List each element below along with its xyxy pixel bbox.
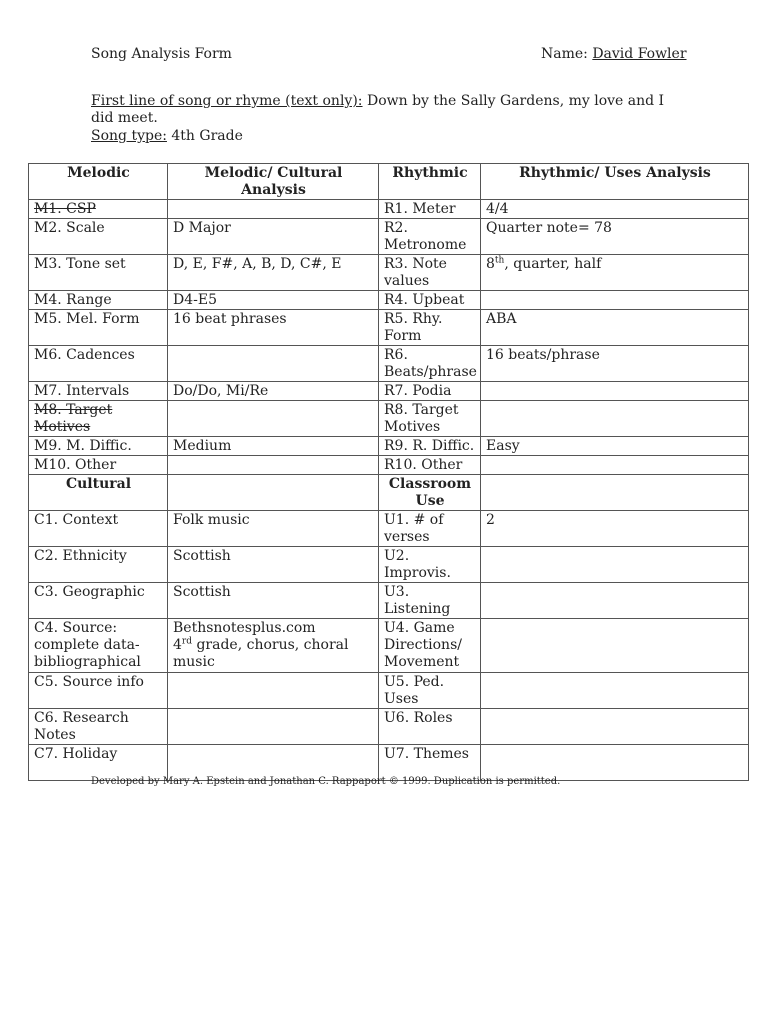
cell-c7-label: C7. Holiday bbox=[29, 745, 168, 781]
cell-r10-label: R10. Other bbox=[379, 456, 481, 475]
c4-grade-line: 4rd grade, chorus, choral music bbox=[173, 636, 349, 670]
cell-m1-value bbox=[168, 200, 379, 219]
cell-u1-value: 2 bbox=[481, 511, 749, 547]
name-field bbox=[541, 46, 687, 62]
cell-u5-value bbox=[481, 673, 749, 709]
song-type-field bbox=[91, 128, 243, 144]
table-row bbox=[29, 346, 749, 382]
cell-r8-label: R8. Target Motives bbox=[379, 401, 481, 437]
cell-c5-label: C5. Source info bbox=[29, 673, 168, 709]
cell-r2-label: R2. Metronome bbox=[379, 219, 481, 255]
cell-c2-value: Scottish bbox=[168, 547, 379, 583]
cell-u3-label: U3. Listening bbox=[379, 583, 481, 619]
table-row bbox=[29, 619, 749, 673]
section-header-empty bbox=[168, 475, 379, 511]
song-type-value: 4th Grade bbox=[166, 128, 243, 144]
header-rhythmic-uses-analysis: Rhythmic/ Uses Analysis bbox=[481, 164, 749, 200]
header-classroom-use: Classroom Use bbox=[379, 475, 481, 511]
song-type-label: Song type: bbox=[91, 128, 167, 144]
first-line-value: Down by the Sally Gardens, my love and I did meet. bbox=[91, 93, 665, 126]
cell-m10-value bbox=[168, 456, 379, 475]
cell-m2-value: D Major bbox=[168, 219, 379, 255]
name-label: Name: bbox=[541, 46, 593, 62]
cell-m9-label: M9. M. Diffic. bbox=[29, 437, 168, 456]
analysis-table bbox=[28, 163, 749, 781]
table-row bbox=[29, 673, 749, 709]
cell-m3-value: D, E, F#, A, B, D, C#, E bbox=[168, 255, 379, 291]
cell-m5-value: 16 beat phrases bbox=[168, 310, 379, 346]
table-row bbox=[29, 382, 749, 401]
cell-m1-label: M1. CSP bbox=[29, 200, 168, 219]
cell-m3-label: M3. Tone set bbox=[29, 255, 168, 291]
cell-r5-label: R5. Rhy. Form bbox=[379, 310, 481, 346]
cell-u7-label: U7. Themes bbox=[379, 745, 481, 781]
cell-m7-label: M7. Intervals bbox=[29, 382, 168, 401]
cell-m5-label: M5. Mel. Form bbox=[29, 310, 168, 346]
cell-u1-label: U1. # of verses bbox=[379, 511, 481, 547]
cell-r5-value: ABA bbox=[481, 310, 749, 346]
table-row bbox=[29, 511, 749, 547]
footer-credit: Developed by Mary A. Epstein and Jonathan C. Rappaport © 1999. Duplication is permitted. bbox=[91, 776, 561, 787]
cell-m7-value: Do/Do, Mi/Re bbox=[168, 382, 379, 401]
table-row bbox=[29, 437, 749, 456]
header-cultural: Cultural bbox=[29, 475, 168, 511]
cell-r1-value: 4/4 bbox=[481, 200, 749, 219]
cell-c4-label: C4. Source: complete data-bibliographical bbox=[29, 619, 168, 673]
c4-source-line: Bethsnotesplus.com bbox=[173, 620, 316, 636]
header-melodic: Melodic bbox=[29, 164, 168, 200]
cell-u4-label: U4. Game Directions/ Movement bbox=[379, 619, 481, 673]
cell-u6-label: U6. Roles bbox=[379, 709, 481, 745]
cell-r3-value: 8th, quarter, half bbox=[481, 255, 749, 291]
cell-u4-value bbox=[481, 619, 749, 673]
table-row bbox=[29, 709, 749, 745]
form-title: Song Analysis Form bbox=[91, 46, 232, 62]
cell-r9-value: Easy bbox=[481, 437, 749, 456]
cell-c5-value bbox=[168, 673, 379, 709]
section-header-row bbox=[29, 475, 749, 511]
cell-r6-label: R6. Beats/phrase bbox=[379, 346, 481, 382]
cell-c6-label: C6. Research Notes bbox=[29, 709, 168, 745]
cell-u3-value bbox=[481, 583, 749, 619]
cell-u6-value bbox=[481, 709, 749, 745]
table-row bbox=[29, 401, 749, 437]
cell-m8-value bbox=[168, 401, 379, 437]
cell-m10-label: M10. Other bbox=[29, 456, 168, 475]
name-value: David Fowler bbox=[592, 46, 687, 62]
cell-u2-value bbox=[481, 547, 749, 583]
cell-m8-label: M8. Target Motives bbox=[29, 401, 168, 437]
cell-m6-value bbox=[168, 346, 379, 382]
cell-r4-label: R4. Upbeat bbox=[379, 291, 481, 310]
cell-c1-value: Folk music bbox=[168, 511, 379, 547]
cell-r6-value: 16 beats/phrase bbox=[481, 346, 749, 382]
table-row bbox=[29, 547, 749, 583]
cell-r7-value bbox=[481, 382, 749, 401]
cell-c3-value: Scottish bbox=[168, 583, 379, 619]
cell-r3-label: R3. Note values bbox=[379, 255, 481, 291]
table-row bbox=[29, 291, 749, 310]
cell-r4-value bbox=[481, 291, 749, 310]
first-line-label: First line of song or rhyme (text only): bbox=[91, 93, 363, 109]
cell-c1-label: C1. Context bbox=[29, 511, 168, 547]
table-row bbox=[29, 255, 749, 291]
cell-c3-label: C3. Geographic bbox=[29, 583, 168, 619]
section-header-empty bbox=[481, 475, 749, 511]
header-rhythmic: Rhythmic bbox=[379, 164, 481, 200]
cell-u2-label: U2. Improvis. bbox=[379, 547, 481, 583]
cell-r8-value bbox=[481, 401, 749, 437]
cell-r10-value bbox=[481, 456, 749, 475]
cell-r7-label: R7. Podia bbox=[379, 382, 481, 401]
table-row bbox=[29, 219, 749, 255]
cell-m6-label: M6. Cadences bbox=[29, 346, 168, 382]
table-row bbox=[29, 583, 749, 619]
cell-m9-value: Medium bbox=[168, 437, 379, 456]
cell-u5-label: U5. Ped. Uses bbox=[379, 673, 481, 709]
cell-c2-label: C2. Ethnicity bbox=[29, 547, 168, 583]
cell-r1-label: R1. Meter bbox=[379, 200, 481, 219]
cell-c4-value bbox=[168, 619, 379, 673]
cell-r9-label: R9. R. Diffic. bbox=[379, 437, 481, 456]
cell-m4-label: M4. Range bbox=[29, 291, 168, 310]
cell-c6-value bbox=[168, 709, 379, 745]
first-line-field bbox=[91, 93, 681, 127]
table-row bbox=[29, 310, 749, 346]
cell-m4-value: D4-E5 bbox=[168, 291, 379, 310]
table-row bbox=[29, 200, 749, 219]
table-row bbox=[29, 456, 749, 475]
header-melodic-cultural-analysis: Melodic/ Cultural Analysis bbox=[168, 164, 379, 200]
cell-m2-label: M2. Scale bbox=[29, 219, 168, 255]
table-header-row bbox=[29, 164, 749, 200]
cell-r2-value: Quarter note= 78 bbox=[481, 219, 749, 255]
